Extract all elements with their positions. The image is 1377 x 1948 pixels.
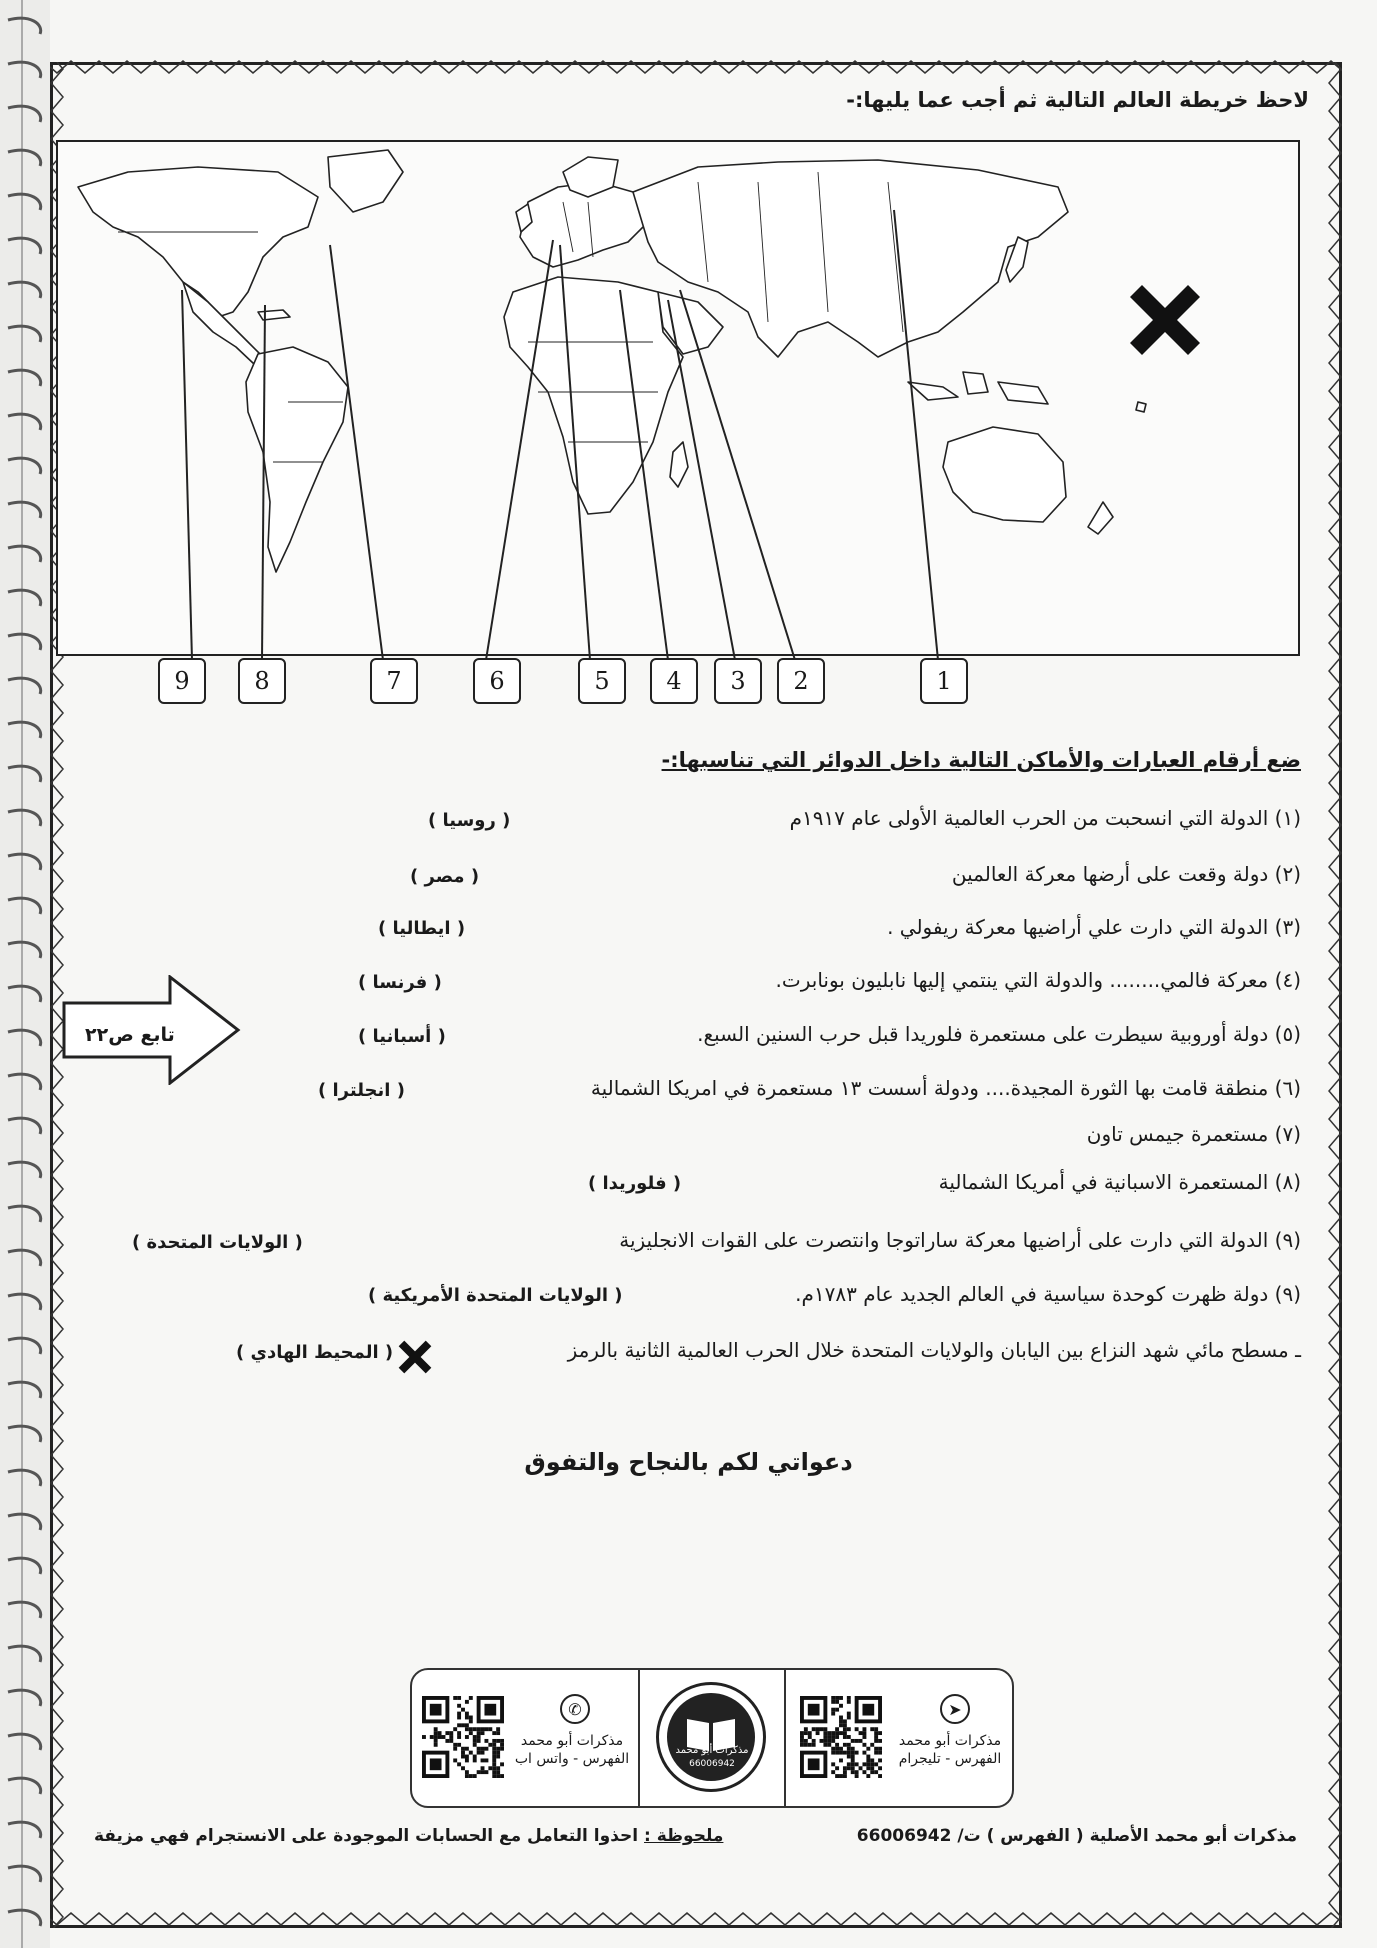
footer-brand: مذكرات أبو محمد الأصلية ( الفهرس ) ت/ 66006942 (856, 1826, 1297, 1846)
question-11: ـ مسطح مائي شهد النزاع بين اليابان والولايات المتحدة خلال الحرب العالمية الثانية بالرمز (567, 1338, 1301, 1362)
answer-4: ( فرنسا ) (358, 972, 442, 993)
answer-10: ( الولايات المتحدة الأمريكية ) (368, 1285, 623, 1306)
map-label-8: 8 (238, 658, 286, 704)
answer-2: ( مصر ) (410, 866, 480, 887)
map-label-9: 9 (158, 658, 206, 704)
whatsapp-qr-code (422, 1696, 504, 1778)
question-2: (٢) دولة وقعت على أرضها معركة العالمين (951, 862, 1301, 886)
world-map-outline (58, 142, 1298, 654)
map-label-3: 3 (714, 658, 762, 704)
question-7: (٧) مستعمرة جيمس تاون (1086, 1122, 1301, 1146)
decorative-border-right (1328, 62, 1342, 1928)
telegram-text (890, 1732, 1010, 1768)
answer-8: ( فلوريدا ) (588, 1173, 682, 1194)
decorative-border-bottom (50, 1912, 1342, 1926)
answer-1: ( روسيا ) (428, 810, 511, 831)
brand-logo (656, 1682, 766, 1792)
whatsapp-text (512, 1732, 632, 1768)
continue-label: تابع ص٢٢ (85, 1024, 175, 1046)
map-label-1: 1 (920, 658, 968, 704)
footer-note (94, 1826, 723, 1846)
map-label-6: 6 (473, 658, 521, 704)
logo-phone: 66006942 (689, 1759, 735, 1769)
question-10: (٩) دولة ظهرت كوحدة سياسية في العالم الجديد عام ١٧٨٣م. (795, 1282, 1301, 1306)
answer-5: ( أسبانيا ) (358, 1026, 446, 1047)
spiral-binding (0, 0, 50, 1948)
section-title: ضع أرقام العبارات والأماكن التالية داخل الدوائر التي تناسبها:- (661, 748, 1301, 772)
x-marker-icon (1120, 275, 1210, 365)
closing-message: دعواتي لكم بالنجاح والتفوق (524, 1448, 853, 1476)
logo-title: مذكرات أبو محمد (675, 1745, 749, 1756)
question-3: (٣) الدولة التي دارت علي أراضيها معركة ريفولي . (887, 915, 1301, 939)
question-6: (٦) منطقة قامت بها الثورة المجيدة.... ودولة أسست ١٣ مستعمرة في امريكا الشمالية (590, 1076, 1301, 1100)
question-5: (٥) دولة أوروبية سيطرت على مستعمرة فلوريدا قبل حرب السنين السبع. (697, 1022, 1301, 1046)
question-9: (٩) الدولة التي دارت على أراضيها معركة ساراتوجا وانتصرت على القوات الانجليزية (619, 1228, 1301, 1252)
map-label-5: 5 (578, 658, 626, 704)
answer-6: ( انجلترا ) (318, 1080, 405, 1101)
world-map (56, 140, 1300, 656)
question-4: (٤) معركة فالمي........ والدولة التي ينتمي إليها نابليون بونابرت. (775, 968, 1301, 992)
footer-note-text: احذوا التعامل مع الحسابات الموجودة على الانستجرام فهي مزيفة (94, 1826, 639, 1846)
telegram-line-2: الفهرس - تليجرام (898, 1751, 1002, 1767)
answer-3: ( ايطاليا ) (378, 918, 466, 939)
whatsapp-line-1: مذكرات أبو محمد (520, 1733, 624, 1749)
question-1: (١) الدولة التي انسحبت من الحرب العالمية الأولى عام ١٩١٧م (789, 806, 1301, 830)
answer-9: ( الولايات المتحدة ) (132, 1232, 303, 1253)
map-label-4: 4 (650, 658, 698, 704)
question-8: (٨) المستعمرة الاسبانية في أمريكا الشمالية (938, 1170, 1301, 1194)
whatsapp-line-2: الفهرس - واتس اب (514, 1751, 630, 1767)
decorative-border-top (50, 60, 1342, 74)
whatsapp-icon: ✆ (560, 1694, 590, 1724)
telegram-line-1: مذكرات أبو محمد (898, 1733, 1002, 1749)
map-label-7: 7 (370, 658, 418, 704)
telegram-qr-code (800, 1696, 882, 1778)
map-label-2: 2 (777, 658, 825, 704)
telegram-icon: ➤ (940, 1694, 970, 1724)
footer-note-label: ملحوظة : (644, 1826, 724, 1846)
answer-11: ( المحيط الهادي ) (236, 1342, 394, 1363)
x-symbol-icon (392, 1336, 438, 1378)
contact-card (410, 1668, 1014, 1808)
map-instruction: لاحظ خريطة العالم التالية ثم أجب عما يليها:- (846, 88, 1309, 112)
